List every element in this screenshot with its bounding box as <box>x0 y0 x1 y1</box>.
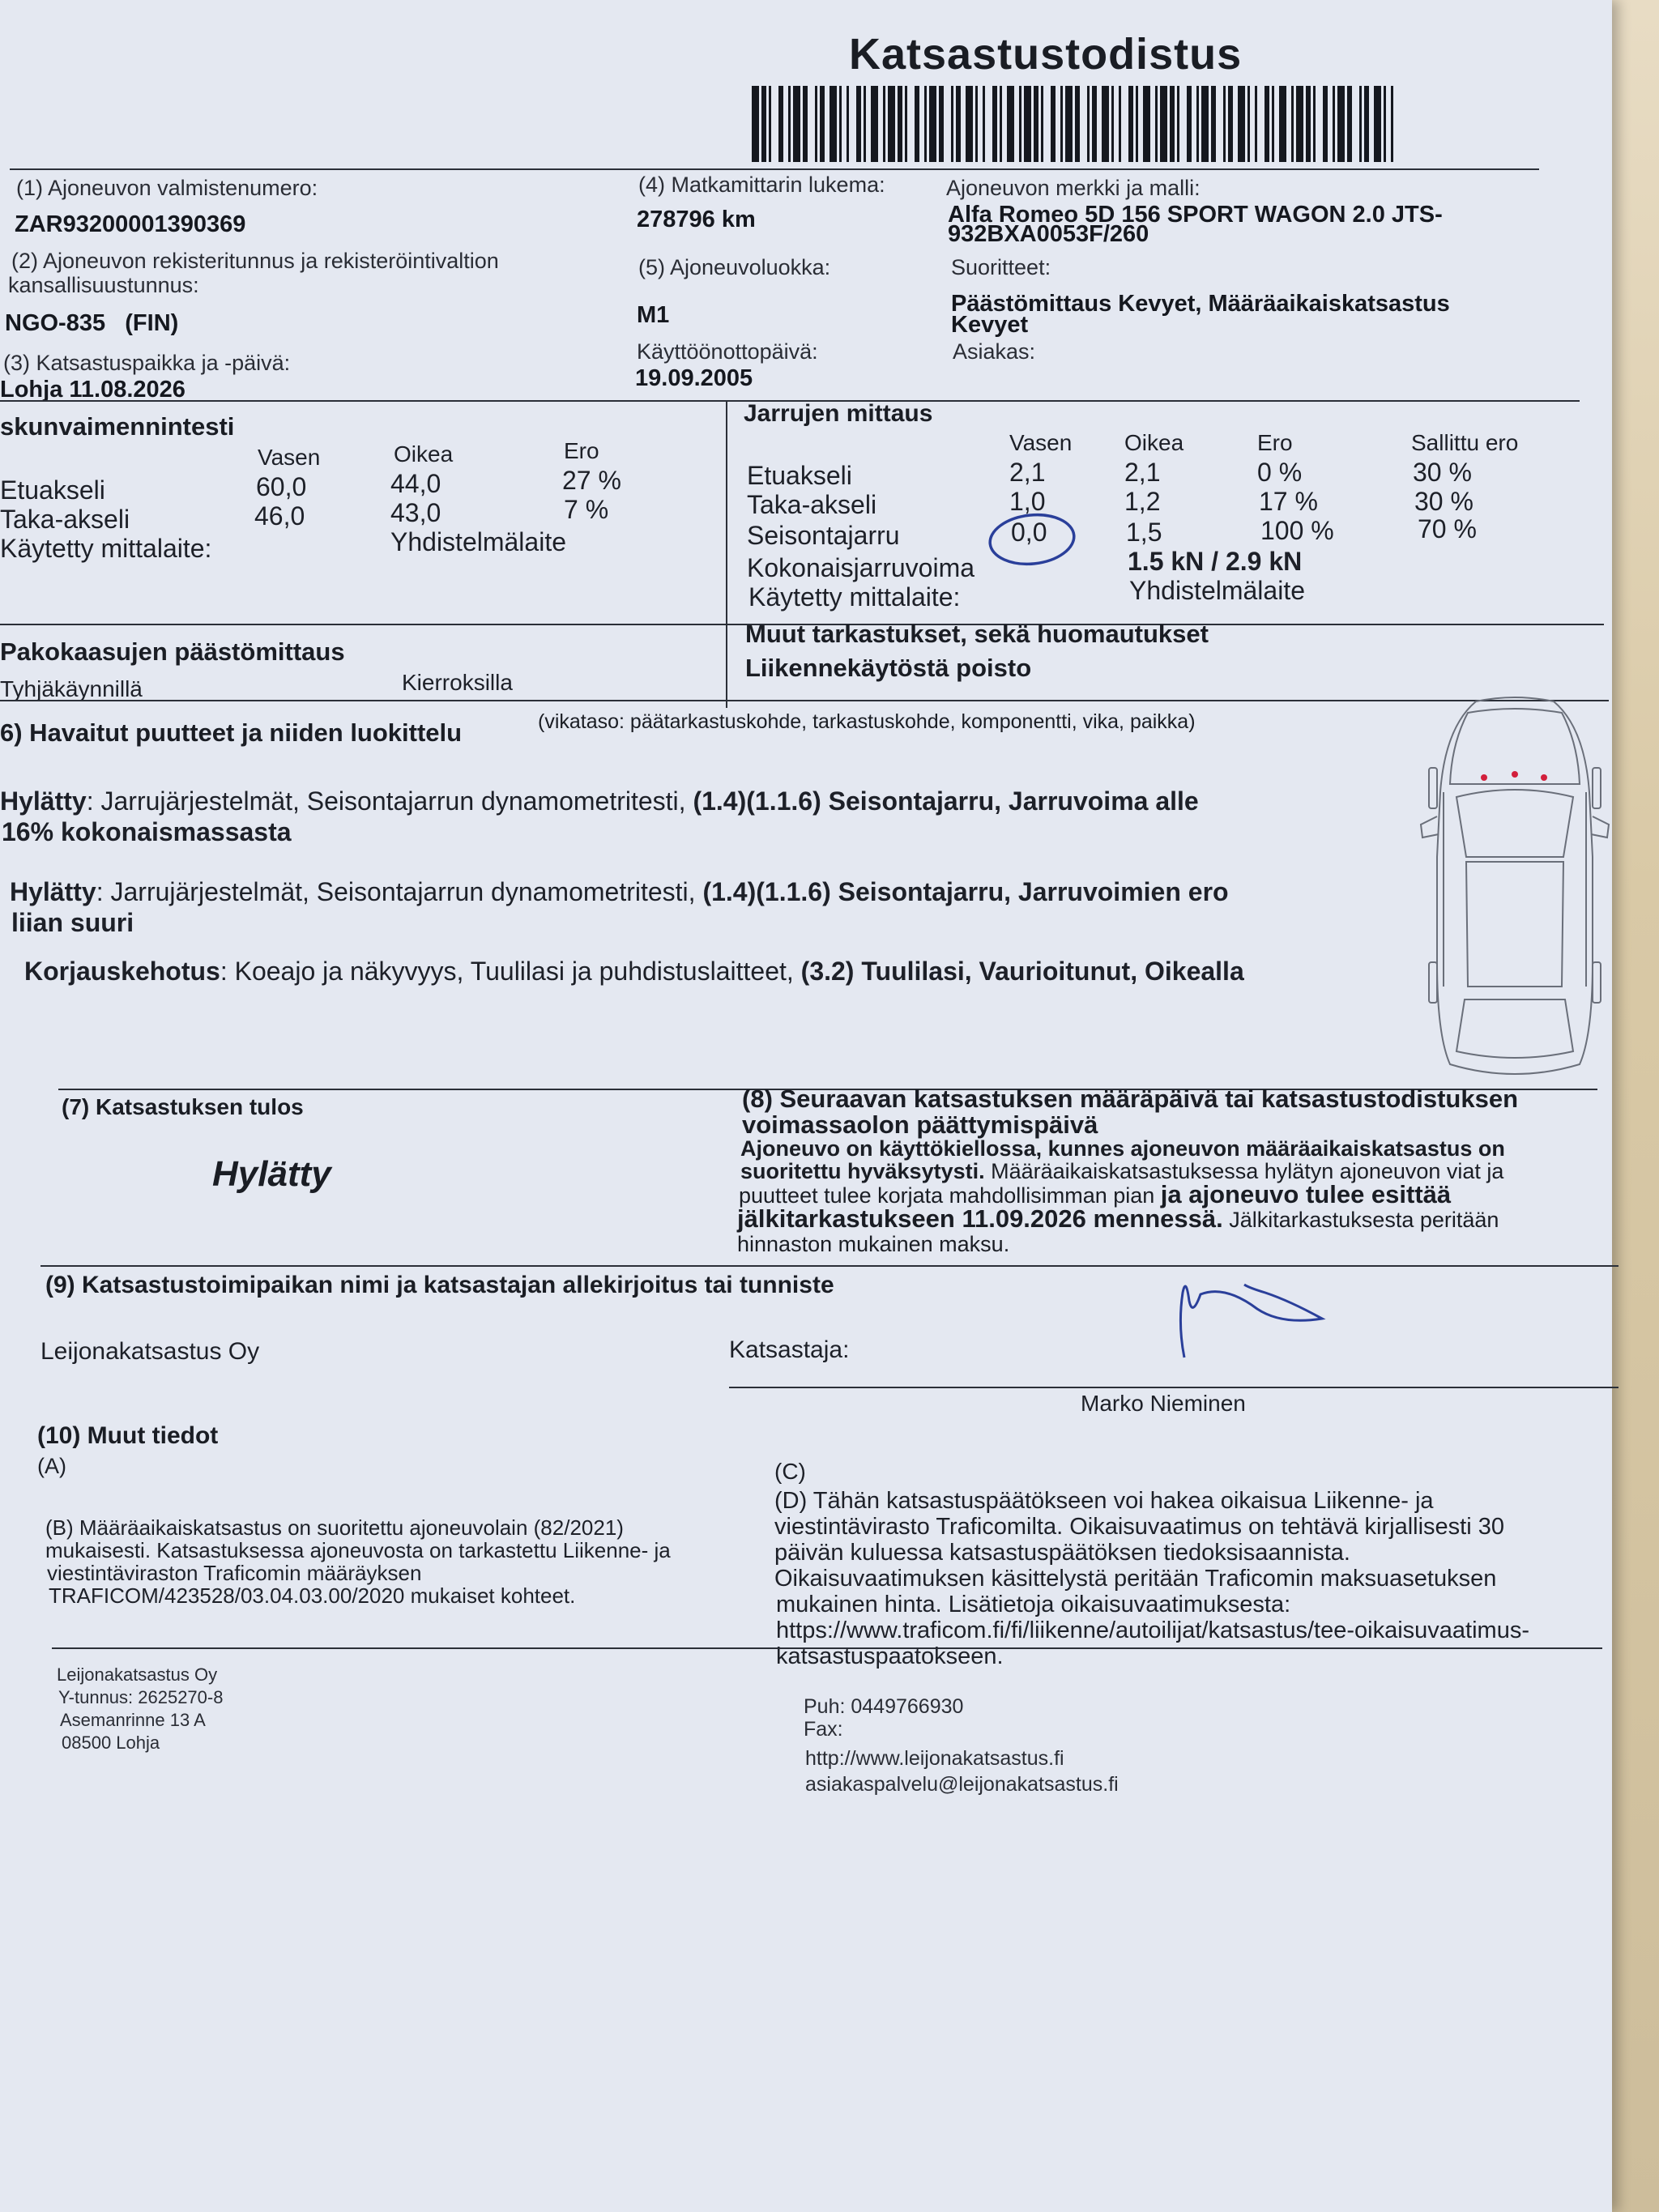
intro-date-value: 19.09.2005 <box>635 365 753 391</box>
station-title: (9) Katsastustoimipaikan nimi ja katsastajan allekirjoitus tai tunniste <box>45 1272 834 1298</box>
defect-code: (3.2) Tuulilasi, Vaurioitunut, Oikealla <box>800 957 1244 986</box>
footer-phone: Puh: 0449766930 <box>804 1695 964 1718</box>
misc-b-4: TRAFICOM/423528/03.04.03.00/2020 mukaiset kohteet. <box>49 1583 576 1608</box>
footer-postal: 08500 Lohja <box>62 1733 160 1753</box>
brakes-parking-left: 0,0 <box>1011 518 1047 547</box>
next-inspection-line-4 <box>737 1205 1499 1233</box>
brakes-parking-right: 1,5 <box>1126 518 1162 547</box>
header-rule <box>10 168 1539 170</box>
place-label: (3) Katsastuspaikka ja -päivä: <box>3 351 291 375</box>
next-inspection-line-3-text: puutteet tulee korjata mahdollisimman pian <box>739 1183 1161 1208</box>
defects-top-rule <box>0 700 1609 701</box>
emissions-idle: Tyhjäkäynnillä <box>0 676 143 701</box>
vehicle-class-value: M1 <box>637 302 670 328</box>
misc-d-1: (D) Tähän katsastuspäätökseen voi hakea oikaisua Liikenne- ja <box>774 1488 1434 1514</box>
brakes-rear-allowed: 30 % <box>1414 487 1473 516</box>
footer-website: http://www.leijonakatsastus.fi <box>805 1747 1064 1770</box>
footer-street: Asemanrinne 13 A <box>60 1710 206 1730</box>
barcode <box>752 86 1406 162</box>
defect-item-3 <box>24 957 1244 986</box>
footer-fax: Fax: <box>804 1718 843 1741</box>
handwritten-circle-mark <box>983 509 1081 569</box>
shock-col-right: Oikea <box>394 441 454 467</box>
next-inspection-line-1: Ajoneuvo on käyttökiellossa, kunnes ajoneuvon määräaikaiskatsastus on <box>740 1136 1505 1161</box>
shock-front-diff: 27 % <box>562 466 621 495</box>
brakes-col-right: Oikea <box>1124 430 1184 455</box>
next-inspection-line-3-bold: ja ajoneuvo tulee esittää <box>1160 1180 1452 1208</box>
misc-d-5: mukainen hinta. Lisätietoja oikaisuvaatimuksesta: <box>776 1592 1291 1617</box>
defect-item-2 <box>10 878 1229 906</box>
emissions-rpm: Kierroksilla <box>402 670 513 695</box>
brakes-front-allowed: 30 % <box>1413 458 1472 487</box>
make-model-line-2: 932BXA0053F/260 <box>948 221 1149 247</box>
misc-d-7: katsastuspaatokseen. <box>776 1643 1004 1669</box>
vin-value: ZAR93200001390369 <box>15 211 246 237</box>
brakes-title: Jarrujen mittaus <box>744 400 933 427</box>
performed-line-1: Päästömittaus Kevyet, Määräaikaiskatsastus <box>951 291 1450 317</box>
next-inspection-line-5: hinnaston mukainen maksu. <box>737 1232 1010 1256</box>
defect-description: : Jarrujärjestelmät, Seisontajarrun dynamometritesti, <box>96 877 703 906</box>
misc-d-4: Oikaisuvaatimuksen käsittelystä peritään Traficomin maksuasetuksen <box>774 1566 1497 1592</box>
misc-title: (10) Muut tiedot <box>37 1422 219 1449</box>
brakes-total-value: 1.5 kN / 2.9 kN <box>1128 547 1303 576</box>
defect-code: (1.4)(1.1.6) Seisontajarru, Jarruvoimien ero <box>702 877 1229 906</box>
defect-description: : Jarrujärjestelmät, Seisontajarrun dynamometritesti, <box>86 786 693 816</box>
result-title: (7) Katsastuksen tulos <box>62 1094 304 1119</box>
shock-test-title: skunvaimennintesti <box>0 412 235 441</box>
station-name: Leijonakatsastus Oy <box>41 1338 260 1365</box>
inspector-name: Marko Nieminen <box>1081 1391 1246 1416</box>
next-inspection-line-4-text: Jälkitarkastuksesta peritään <box>1222 1208 1499 1232</box>
brakes-front-diff: 0 % <box>1257 458 1303 487</box>
brakes-device-value: Yhdistelmälaite <box>1129 576 1305 605</box>
emissions-title: Pakokaasujen päästömittaus <box>0 637 345 666</box>
brakes-row-parking: Seisontajarru <box>747 521 900 550</box>
shock-rear-left: 46,0 <box>254 501 305 531</box>
brakes-row-front: Etuakseli <box>747 461 852 490</box>
document-title: Katsastustodistus <box>849 30 1243 79</box>
defect-level: Hylätty <box>0 786 87 816</box>
brakes-device-label: Käytetty mittalaite: <box>748 582 961 612</box>
shock-device-value: Yhdistelmälaite <box>390 527 566 556</box>
vehicle-class-label: (5) Ajoneuvoluokka: <box>638 255 831 279</box>
brakes-parking-allowed: 70 % <box>1418 514 1477 543</box>
defect-code: (1.4)(1.1.6) Seisontajarru, Jarruvoima alle <box>693 786 1199 816</box>
brakes-col-diff: Ero <box>1257 430 1293 455</box>
station-top-rule <box>41 1265 1618 1267</box>
shock-rear-diff: 7 % <box>564 495 609 524</box>
other-checks-value: Liikennekäytöstä poisto <box>745 654 1032 682</box>
defects-title: 6) Havaitut puutteet ja niiden luokittelu <box>0 718 463 747</box>
brakes-total-label: Kokonaisjarruvoima <box>747 553 975 582</box>
performed-label: Suoritteet: <box>951 255 1051 279</box>
footer-business-id: Y-tunnus: 2625270-8 <box>58 1687 224 1707</box>
other-checks-title: Muut tarkastukset, sekä huomautukset <box>745 620 1209 648</box>
performed-line-2: Kevyet <box>951 312 1029 338</box>
next-inspection-title-1: (8) Seuraavan katsastuksen määräpäivä tai katsastustodistuksen <box>742 1085 1519 1113</box>
place-value: Lohja 11.08.2026 <box>0 377 186 403</box>
misc-b-1: (B) Määräaikaiskatsastus on suoritettu ajoneuvolain (82/2021) <box>45 1515 624 1540</box>
misc-a: (A) <box>37 1454 66 1478</box>
signature-line <box>729 1387 1618 1388</box>
brakes-rear-right: 1,2 <box>1124 487 1161 516</box>
misc-d-6: https://www.traficom.fi/fi/liikenne/autoilijat/katsastus/tee-oikaisuvaatimus- <box>776 1617 1529 1643</box>
customer-label: Asiakas: <box>953 339 1036 364</box>
reg-label-1: (2) Ajoneuvon rekisteritunnus ja rekisteröintivaltion <box>11 249 499 273</box>
brakes-front-right: 2,1 <box>1124 458 1161 487</box>
background-surface <box>1612 0 1659 2212</box>
vin-label: (1) Ajoneuvon valmistenumero: <box>16 176 318 200</box>
defect-item-1 <box>0 787 1199 816</box>
shock-row-front: Etuakseli <box>0 475 105 505</box>
brakes-col-allowed: Sallittu ero <box>1411 430 1519 455</box>
inspector-label: Katsastaja: <box>729 1336 850 1363</box>
reg-label-2: kansallisuustunnus: <box>8 273 199 297</box>
misc-b-3: viestintäviraston Traficomin määräyksen <box>47 1561 422 1585</box>
defects-subtitle: (vikataso: päätarkastuskohde, tarkastuskohde, komponentti, vika, paikka) <box>538 710 1196 733</box>
reg-value: NGO-835 (FIN) <box>5 310 179 336</box>
shock-front-left: 60,0 <box>256 472 307 501</box>
next-inspection-title-2: voimassaolon päättymispäivä <box>742 1110 1098 1139</box>
brakes-rear-left: 1,0 <box>1009 487 1046 516</box>
next-inspection-deadline: jälkitarkastukseen 11.09.2026 mennessä. <box>737 1204 1223 1233</box>
footer-email: asiakaspalvelu@leijonakatsastus.fi <box>805 1773 1119 1796</box>
shock-col-diff: Ero <box>564 438 599 463</box>
footer-company: Leijonakatsastus Oy <box>57 1664 218 1685</box>
defect-description: : Koeajo ja näkyvyys, Tuulilasi ja puhdistuslaitteet, <box>220 957 801 986</box>
misc-c: (C) <box>774 1459 806 1484</box>
defect-item-2-cont: liian suuri <box>11 908 134 937</box>
shock-rear-right: 43,0 <box>390 498 441 527</box>
brakes-row-rear: Taka-akseli <box>747 490 877 519</box>
odometer-label: (4) Matkamittarin lukema: <box>638 173 885 197</box>
shock-device-label: Käytetty mittalaite: <box>0 534 212 563</box>
handwritten-signature <box>1160 1252 1338 1366</box>
next-inspection-line-2-bold: suoritettu hyväksytysti. <box>740 1159 985 1183</box>
next-inspection-line-2-text: Määräaikaiskatsastuksessa hylätyn ajoneuvon viat ja <box>984 1159 1504 1183</box>
result-value: Hylätty <box>212 1154 331 1194</box>
shock-col-left: Vasen <box>258 445 321 470</box>
defect-item-1-cont: 16% kokonaismassasta <box>2 817 292 846</box>
odometer-value: 278796 km <box>637 207 756 232</box>
shock-row-rear: Taka-akseli <box>0 505 130 534</box>
brakes-rear-diff: 17 % <box>1259 487 1318 516</box>
shock-front-right: 44,0 <box>390 469 441 498</box>
make-model-label: Ajoneuvon merkki ja malli: <box>946 176 1201 200</box>
footer-rule <box>52 1647 1602 1649</box>
defect-level: Korjauskehotus <box>24 957 220 986</box>
intro-date-label: Käyttöönottopäivä: <box>637 339 818 364</box>
brakes-front-left: 2,1 <box>1009 458 1046 487</box>
misc-b-2: mukaisesti. Katsastuksessa ajoneuvosta on tarkastettu Liikenne- ja <box>45 1538 671 1562</box>
misc-d-2: viestintävirasto Traficomilta. Oikaisuvaatimus on tehtävä kirjallisesti 30 <box>774 1514 1504 1540</box>
misc-d-3: päivän kuluessa katsastuspäätöksen tiedoksisaannista. <box>774 1540 1350 1566</box>
brakes-col-left: Vasen <box>1009 430 1073 455</box>
make-model-line-1: Alfa Romeo 5D 156 SPORT WAGON 2.0 JTS- <box>948 202 1443 228</box>
brakes-parking-diff: 100 % <box>1260 516 1334 545</box>
car-top-view-diagram <box>1419 695 1610 1084</box>
defect-level: Hylätty <box>10 877 96 906</box>
measurements-divider <box>726 400 727 708</box>
